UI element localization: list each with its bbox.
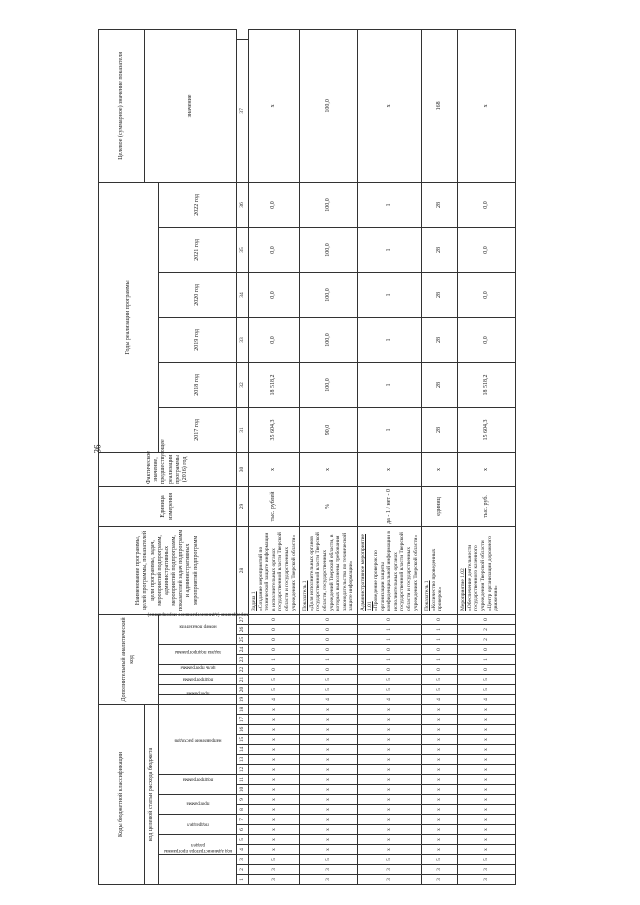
- code-digit: x: [458, 845, 516, 855]
- code-digit: 3: [357, 875, 421, 885]
- year-value: 28: [422, 182, 458, 227]
- target-value: x: [458, 29, 516, 182]
- column-number: 4: [237, 845, 249, 855]
- code-digit: x: [300, 755, 358, 765]
- year-value: 1: [357, 317, 421, 362]
- code-digit: x: [300, 795, 358, 805]
- row-unit: единиц: [422, 486, 458, 526]
- row-title: Административное мероприятие 1.01: [359, 533, 373, 611]
- column-number: 25: [237, 635, 249, 645]
- column-number: 2: [237, 865, 249, 875]
- header-code-label: [159, 705, 237, 775]
- code-digit: x: [249, 745, 300, 755]
- column-number: 33: [237, 317, 249, 362]
- header-year: 2017 год: [159, 407, 237, 452]
- code-digit: 5: [458, 855, 516, 865]
- code-digit: x: [300, 835, 358, 845]
- header-digital-code: Дополнительный аналитический код: [99, 614, 159, 704]
- row-description: «Доля исполнительных органов государственной власти Тверской области, государственных учреждений Тверской области, в которых выполнены требования законодательства по технической защите информации»: [308, 532, 355, 611]
- code-digit: 5: [300, 855, 358, 865]
- column-number: 16: [237, 725, 249, 735]
- code-digit: 0: [300, 625, 358, 635]
- code-digit: x: [300, 775, 358, 785]
- row-title: Показатель 1: [424, 580, 431, 611]
- code-digit: 5: [300, 675, 358, 685]
- code-digit: x: [300, 825, 358, 835]
- code-digit: x: [357, 805, 421, 815]
- year-value: 100,0: [300, 272, 358, 317]
- code-digit: x: [422, 755, 458, 765]
- column-number: 23: [237, 655, 249, 665]
- header-years: Годы реализации программы: [99, 182, 159, 452]
- column-number: 34: [237, 272, 249, 317]
- code-digit: 3: [357, 865, 421, 875]
- code-digit: 5: [300, 685, 358, 695]
- code-digit: x: [357, 755, 421, 765]
- header-kbk: Коды бюджетной классификации: [99, 705, 145, 885]
- column-number: 6: [237, 825, 249, 835]
- code-digit: x: [300, 725, 358, 735]
- code-digit: x: [422, 815, 458, 825]
- column-number: 31: [237, 407, 249, 452]
- cell-text: подпрограмма: [182, 776, 214, 782]
- code-digit: x: [458, 735, 516, 745]
- code-digit: 0: [422, 614, 458, 624]
- code-digit: x: [357, 825, 421, 835]
- code-digit: x: [300, 845, 358, 855]
- code-digit: x: [422, 785, 458, 795]
- header-kbk-sub: код целевой статьи расхода бюджета: [145, 705, 159, 885]
- code-digit: x: [458, 705, 516, 715]
- year-value: 1: [357, 407, 421, 452]
- code-digit: x: [458, 725, 516, 735]
- code-digit: x: [357, 705, 421, 715]
- year-value: 28: [422, 317, 458, 362]
- header-year: 2021 год: [159, 227, 237, 272]
- code-digit: 2: [458, 625, 516, 635]
- code-digit: x: [458, 825, 516, 835]
- code-digit: x: [422, 765, 458, 775]
- column-number: 26: [237, 625, 249, 635]
- code-digit: 5: [249, 685, 300, 695]
- code-digit: x: [357, 835, 421, 845]
- header-code-label: [159, 690, 237, 705]
- row-name: [357, 526, 421, 614]
- column-number: 29: [237, 486, 249, 526]
- column-number: 9: [237, 795, 249, 805]
- header-code-label: [159, 847, 237, 885]
- code-digit: 1: [357, 655, 421, 665]
- column-number: 12: [237, 765, 249, 775]
- header-code-label: [159, 614, 237, 644]
- row-fact: x: [357, 452, 421, 486]
- code-digit: x: [422, 805, 458, 815]
- year-value: 100,0: [300, 362, 358, 407]
- year-value: 0,0: [458, 272, 516, 317]
- row-fact: x: [300, 452, 358, 486]
- column-number: 21: [237, 675, 249, 685]
- code-digit: 0: [422, 665, 458, 675]
- row-title: Мероприятие 1.02: [460, 568, 467, 611]
- code-digit: 0: [357, 665, 421, 675]
- year-value: 1: [357, 227, 421, 272]
- code-digit: x: [422, 705, 458, 715]
- code-digit: 4: [422, 695, 458, 705]
- column-number: 24: [237, 645, 249, 655]
- row-description: «Создание мероприятий по технической защите информации в исполнительных органах государственной власти Тверской области и государственных учреждениях Тверской области»: [257, 532, 297, 611]
- year-value: 0,0: [249, 272, 300, 317]
- code-digit: x: [458, 815, 516, 825]
- column-number: 10: [237, 785, 249, 795]
- code-digit: x: [357, 765, 421, 775]
- code-digit: 0: [422, 645, 458, 655]
- program-table: [98, 29, 516, 885]
- row-description: «Проведение проверок по организации защиты конфиденциальной информации в исполнительных органах государственной власти Тверской области и государственных учреждениях Тверской области»: [373, 530, 419, 611]
- column-number: 7: [237, 815, 249, 825]
- code-digit: 1: [422, 635, 458, 645]
- code-digit: 0: [300, 665, 358, 675]
- header-target: Целевое (суммарное) значение показателя: [99, 29, 145, 182]
- code-digit: x: [300, 785, 358, 795]
- year-value: 0,0: [458, 182, 516, 227]
- code-digit: x: [249, 715, 300, 725]
- cell-text: номер показателя: [179, 623, 217, 629]
- code-digit: 0: [249, 635, 300, 645]
- row-name: [300, 526, 358, 614]
- code-digit: x: [422, 795, 458, 805]
- code-digit: x: [249, 705, 300, 715]
- code-digit: x: [249, 785, 300, 795]
- code-digit: x: [458, 765, 516, 775]
- code-digit: x: [249, 815, 300, 825]
- code-digit: 3: [249, 865, 300, 875]
- code-digit: 0: [249, 614, 300, 624]
- column-number: 20: [237, 685, 249, 695]
- code-digit: x: [249, 735, 300, 745]
- row-title: Показатель 1: [302, 580, 309, 611]
- target-value: x: [249, 29, 300, 182]
- year-value: 0,0: [249, 317, 300, 362]
- code-digit: x: [357, 775, 421, 785]
- code-digit: 0: [458, 665, 516, 675]
- column-number: 13: [237, 755, 249, 765]
- code-digit: x: [357, 785, 421, 795]
- code-digit: 5: [458, 675, 516, 685]
- year-value: 15 604,3: [458, 407, 516, 452]
- code-digit: x: [249, 725, 300, 735]
- code-digit: x: [249, 765, 300, 775]
- header-fact: Фактическое значение, предшествующее реализации программы (2016) год: [99, 452, 237, 486]
- header-name: Наименование программы, целей программы, показателей цели программы, задач, мероприятий подпрограмм, административных мероприятий подпрограмм, показателей задач подпрограмм и административных мероприятий подпрограмм: [99, 526, 237, 614]
- code-digit: 3: [458, 875, 516, 885]
- code-digit: x: [458, 785, 516, 795]
- code-digit: x: [357, 815, 421, 825]
- code-digit: 0: [458, 614, 516, 624]
- table-row: [458, 29, 516, 884]
- year-value: 18 518,2: [249, 362, 300, 407]
- year-value: 18 518,2: [458, 362, 516, 407]
- code-digit: x: [300, 765, 358, 775]
- code-digit: 5: [249, 675, 300, 685]
- row-description: «Обеспечение деятельности государственного казенного учреждения Тверской области «Центр организации дорожного движения»: [466, 536, 500, 611]
- cell-text: подраздел: [187, 821, 209, 827]
- code-digit: x: [357, 795, 421, 805]
- code-digit: 0: [300, 645, 358, 655]
- code-digit: 1: [422, 625, 458, 635]
- code-digit: x: [249, 755, 300, 765]
- code-digit: x: [422, 715, 458, 725]
- year-value: 28: [422, 227, 458, 272]
- year-value: 90,0: [300, 407, 358, 452]
- code-digit: 5: [357, 675, 421, 685]
- column-number: 15: [237, 735, 249, 745]
- column-number: 8: [237, 805, 249, 815]
- row-unit: %: [300, 486, 358, 526]
- code-digit: x: [249, 795, 300, 805]
- code-digit: x: [422, 845, 458, 855]
- column-number: 30: [237, 452, 249, 486]
- code-digit: 0: [249, 665, 300, 675]
- cell-text: цель программы: [180, 664, 216, 670]
- code-digit: 1: [300, 655, 358, 665]
- code-digit: 2: [458, 635, 516, 645]
- row-fact: x: [422, 452, 458, 486]
- code-digit: x: [357, 845, 421, 855]
- column-number: 22: [237, 665, 249, 675]
- cell-text: мероприятие (административное мероприятие): [147, 611, 249, 617]
- code-digit: 4: [300, 695, 358, 705]
- column-number: 11: [237, 775, 249, 785]
- header-target-sub1: значение: [145, 29, 237, 182]
- code-digit: 5: [357, 685, 421, 695]
- row-fact: x: [249, 452, 300, 486]
- code-digit: 0: [249, 625, 300, 635]
- year-value: 35 604,3: [249, 407, 300, 452]
- code-digit: 1: [357, 625, 421, 635]
- code-digit: 3: [300, 865, 358, 875]
- code-digit: x: [458, 755, 516, 765]
- code-digit: 4: [458, 695, 516, 705]
- header-year: 2019 год: [159, 317, 237, 362]
- cell-text: программа: [186, 800, 210, 806]
- code-digit: 0: [357, 614, 421, 624]
- column-number: 28: [237, 526, 249, 614]
- code-digit: x: [300, 805, 358, 815]
- code-digit: 4: [357, 695, 421, 705]
- code-digit: x: [422, 725, 458, 735]
- code-digit: x: [249, 775, 300, 785]
- code-digit: 0: [357, 645, 421, 655]
- code-digit: x: [422, 735, 458, 745]
- code-digit: x: [300, 715, 358, 725]
- year-value: 28: [422, 272, 458, 317]
- header-year: 2020 год: [159, 272, 237, 317]
- code-digit: 3: [300, 875, 358, 885]
- code-digit: x: [458, 745, 516, 755]
- code-digit: x: [300, 705, 358, 715]
- year-value: 28: [422, 407, 458, 452]
- code-digit: x: [300, 815, 358, 825]
- column-number: 18: [237, 705, 249, 715]
- year-value: 100,0: [300, 182, 358, 227]
- code-digit: x: [458, 835, 516, 845]
- code-digit: 1: [458, 655, 516, 665]
- table-row: [300, 29, 358, 884]
- year-value: 0,0: [458, 317, 516, 362]
- code-digit: 0: [458, 645, 516, 655]
- cell-text: программа: [186, 690, 210, 696]
- cell-text: код администратора программы: [163, 847, 232, 853]
- header-code-label: [159, 795, 237, 815]
- column-number: 27: [237, 614, 249, 624]
- code-digit: 1: [249, 655, 300, 665]
- column-number: 36: [237, 182, 249, 227]
- code-digit: 5: [422, 685, 458, 695]
- row-unit: тыс. рублей: [249, 486, 300, 526]
- column-number: 3: [237, 855, 249, 865]
- row-title: Задача 1: [251, 591, 257, 611]
- rotated-table-wrapper: [98, 30, 515, 885]
- code-digit: x: [458, 805, 516, 815]
- code-digit: x: [249, 845, 300, 855]
- row-name: [422, 526, 458, 614]
- table-row: [422, 29, 458, 884]
- header-year: 2018 год: [159, 362, 237, 407]
- year-value: 0,0: [458, 227, 516, 272]
- header-year: 2022 год: [159, 182, 237, 227]
- year-value: 0,0: [249, 182, 300, 227]
- code-digit: 1: [357, 635, 421, 645]
- code-digit: x: [357, 715, 421, 725]
- header-unit: Единица измерения: [99, 486, 237, 526]
- code-digit: x: [458, 715, 516, 725]
- target-value: 168: [422, 29, 458, 182]
- code-digit: x: [458, 775, 516, 785]
- code-digit: 5: [249, 855, 300, 865]
- column-number: 37: [237, 39, 249, 182]
- code-digit: 5: [422, 675, 458, 685]
- code-digit: 3: [422, 875, 458, 885]
- code-digit: 3: [249, 875, 300, 885]
- row-description: «Количество проведенных проверок»: [430, 548, 444, 611]
- code-digit: 1: [422, 655, 458, 665]
- code-digit: 0: [300, 635, 358, 645]
- year-value: 1: [357, 272, 421, 317]
- code-digit: x: [357, 735, 421, 745]
- cell-text: подпрограмма: [182, 676, 214, 682]
- column-number: 35: [237, 227, 249, 272]
- header-code-label: [159, 815, 237, 835]
- row-unit: да - 1 / нет - 0: [357, 486, 421, 526]
- row-fact: x: [458, 452, 516, 486]
- code-digit: x: [300, 735, 358, 745]
- code-digit: 3: [422, 865, 458, 875]
- target-value: 100,0: [300, 29, 358, 182]
- year-value: 28: [422, 362, 458, 407]
- row-name: [249, 526, 300, 614]
- code-digit: 3: [458, 865, 516, 875]
- column-number: 32: [237, 362, 249, 407]
- code-digit: 4: [249, 695, 300, 705]
- table-row: [249, 29, 300, 884]
- table-row: [357, 29, 421, 884]
- year-value: 100,0: [300, 227, 358, 272]
- cell-text: задача подпрограммы: [174, 648, 222, 654]
- code-digit: x: [357, 745, 421, 755]
- year-value: 1: [357, 362, 421, 407]
- row-name: [458, 526, 516, 614]
- code-digit: x: [422, 835, 458, 845]
- code-digit: x: [249, 825, 300, 835]
- code-digit: x: [249, 805, 300, 815]
- code-digit: 5: [357, 855, 421, 865]
- code-digit: x: [422, 825, 458, 835]
- column-number: 14: [237, 745, 249, 755]
- column-number: 1: [237, 875, 249, 885]
- page-number: 36: [92, 444, 103, 454]
- column-number: 5: [237, 835, 249, 845]
- cell-text: направление расходов: [174, 737, 222, 743]
- code-digit: 5: [422, 855, 458, 865]
- year-value: 100,0: [300, 317, 358, 362]
- code-digit: x: [249, 835, 300, 845]
- code-digit: 0: [300, 614, 358, 624]
- code-digit: 0: [249, 645, 300, 655]
- code-digit: x: [458, 795, 516, 805]
- column-number: 19: [237, 695, 249, 705]
- year-value: 0,0: [249, 227, 300, 272]
- cell-text: раздел: [190, 842, 205, 848]
- header-code-label: [159, 775, 237, 795]
- code-digit: x: [300, 745, 358, 755]
- year-value: 1: [357, 182, 421, 227]
- code-digit: x: [357, 725, 421, 735]
- code-digit: x: [422, 775, 458, 785]
- column-number: 17: [237, 715, 249, 725]
- row-unit: тыс. руб.: [458, 486, 516, 526]
- code-digit: 5: [458, 685, 516, 695]
- target-value: x: [357, 29, 421, 182]
- code-digit: x: [422, 745, 458, 755]
